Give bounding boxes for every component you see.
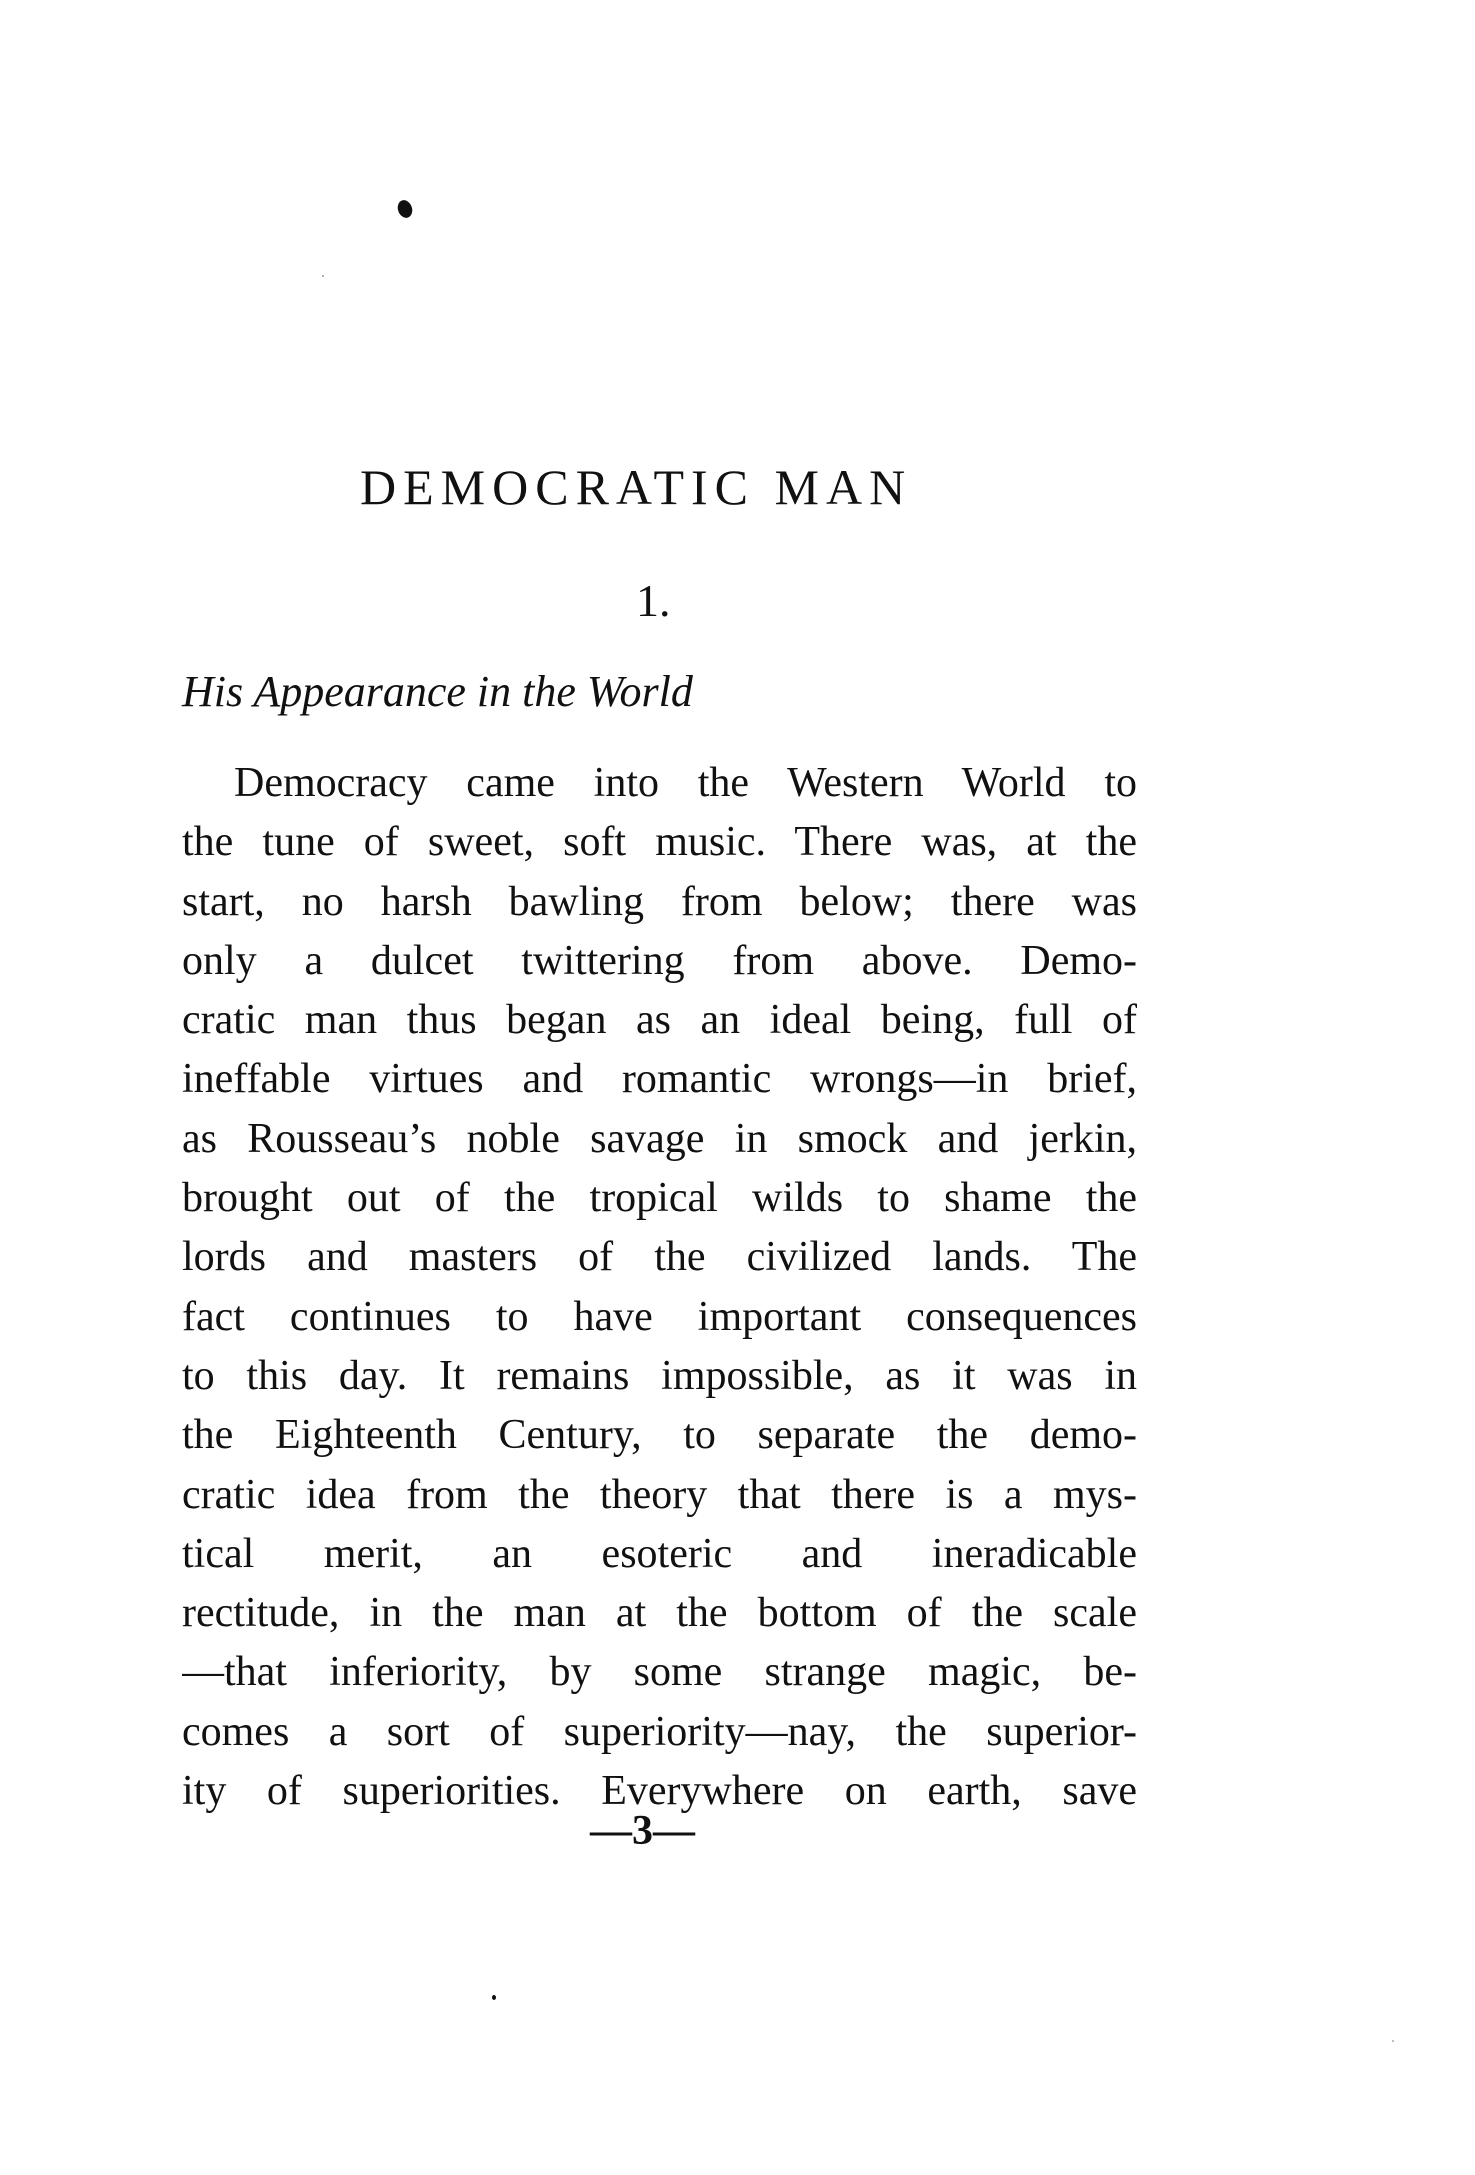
text-line: brought out of the tropical wilds to shame the: [182, 1175, 1137, 1222]
text-line: rectitude, in the man at the bottom of the scale: [182, 1590, 1137, 1637]
section-number: 1.: [636, 575, 671, 626]
text-line: ineffable virtues and romantic wrongs—in brief,: [182, 1056, 1137, 1103]
text-line: —that inferiority, by some strange magic, be-: [182, 1649, 1137, 1696]
text-line: fact continues to have important consequences: [182, 1293, 1137, 1340]
text-line: cratic man thus began as an ideal being, full of: [182, 997, 1137, 1044]
ink-speck: [322, 275, 324, 277]
text-line: the Eighteenth Century, to separate the demo-: [182, 1412, 1137, 1459]
section-heading: His Appearance in the World: [182, 667, 693, 716]
ink-speck: [492, 1995, 496, 2000]
text-line: as Rousseau’s noble savage in smock and jerkin,: [182, 1115, 1137, 1162]
text-line: cratic idea from the theory that there is a mys-: [182, 1471, 1137, 1518]
text-line: Democracy came into the Western World to: [234, 760, 1137, 806]
text-line: comes a sort of superiority—nay, the superior-: [182, 1708, 1137, 1755]
text-line: start, no harsh bawling from below; there was: [182, 878, 1137, 925]
text-line: the tune of sweet, soft music. There was, at the: [182, 819, 1137, 866]
text-line: lords and masters of the civilized lands. The: [182, 1234, 1137, 1281]
text-line: only a dulcet twittering from above. Demo-: [182, 937, 1137, 984]
body-paragraph: [182, 754, 1137, 1821]
ink-speck: [1392, 2040, 1394, 2042]
chapter-title: DEMOCRATIC MAN: [360, 459, 913, 515]
text-line: ity of superiorities. Everywhere on earth, save: [182, 1768, 1137, 1815]
text-line: to this day. It remains impossible, as it was in: [182, 1352, 1137, 1399]
ink-speck: [395, 198, 414, 220]
page-number: —3—: [590, 1808, 695, 1854]
text-line: tical merit, an esoteric and ineradicable: [182, 1530, 1137, 1577]
